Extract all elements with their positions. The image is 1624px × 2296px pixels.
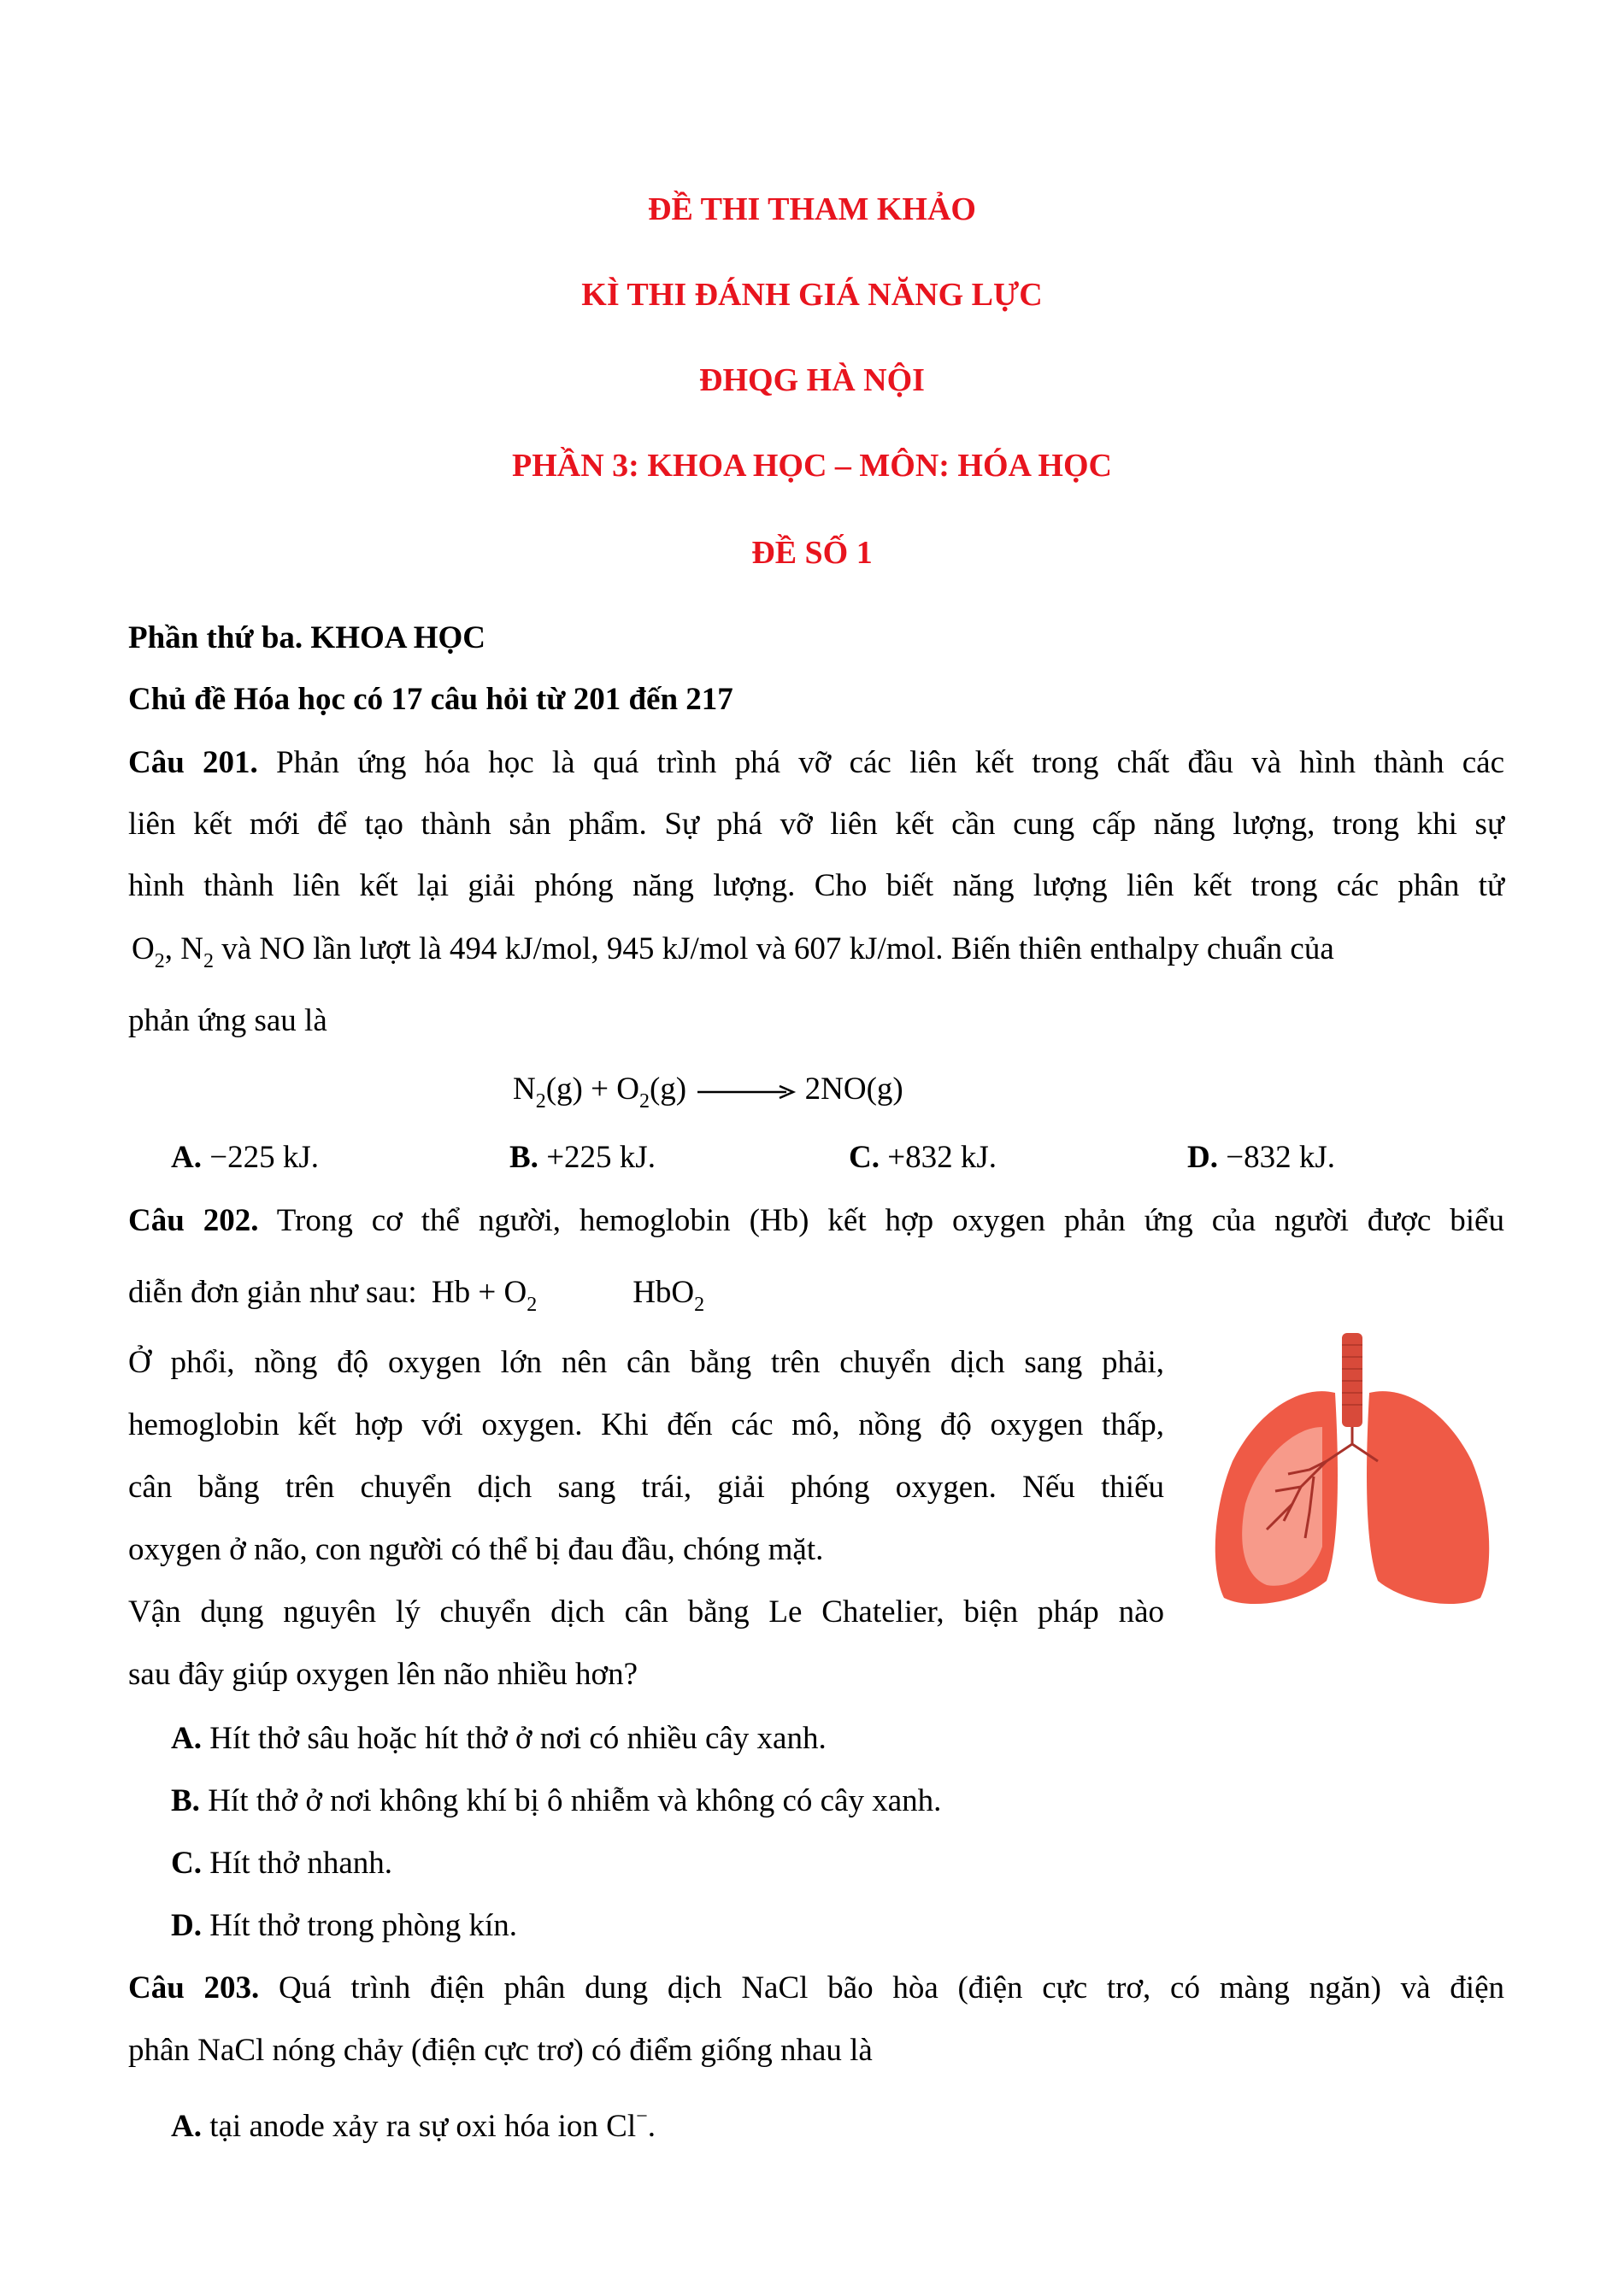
q202-option-c[interactable]: C. Hít thở nhanh. — [171, 1846, 393, 1881]
university-name: ĐHQG HÀ NỘI — [699, 362, 925, 398]
q201-line-4: $O_2$, $N_2$ và NO lần lượt là 494 kJ/mol, 945 kJ/mol và 607 kJ/mol. Biến thiên enthalpy chuẩn của — [132, 931, 1334, 972]
q202-para-5: Vận dụng nguyên lý chuyển dịch cân bằng Le Chatelier, biện pháp nào — [128, 1594, 1164, 1630]
q201-equation: $N_2(g) + O_2(g)$ 2NO(g) — [513, 1072, 903, 1113]
q202-option-d[interactable]: D. Hít thở trong phòng kín. — [171, 1908, 517, 1943]
q202-para-3: cân bằng trên chuyển dịch sang trái, giải phóng oxygen. Nếu thiếu — [128, 1470, 1164, 1505]
q201-line-3: hình thành liên kết lại giải phóng năng lượng. Cho biết năng lượng liên kết trong các phân tử — [128, 868, 1504, 903]
q202-line-2: diễn đơn giản như sau: $Hb + O_2$ HbO$_2$ — [128, 1275, 705, 1316]
exam-title: ĐỀ THI THAM KHẢO — [648, 191, 976, 227]
q202-label: Câu 202. — [128, 1203, 259, 1238]
exam-number: ĐỀ SỐ 1 — [751, 535, 873, 571]
q202-para-2: hemoglobin kết hợp với oxygen. Khi đến các mô, nồng độ oxygen thấp, — [128, 1407, 1164, 1442]
q201-option-c[interactable]: C. +832 kJ. — [849, 1140, 997, 1175]
q203-line-2: phân NaCl nóng chảy (điện cực trơ) có điểm giống nhau là — [128, 2033, 873, 2068]
q201-line-2: liên kết mới để tạo thành sản phẩm. Sự phá vỡ liên kết cần cung cấp năng lượng, trong khi sự — [128, 807, 1504, 842]
q203-line-1: Câu 203. Quá trình điện phân dung dịch NaCl bão hòa (điện cực trơ, có màng ngăn) và điện — [128, 1970, 1504, 2005]
topic-heading: Chủ đề Hóa học có 17 câu hỏi từ 201 đến 217 — [128, 682, 733, 717]
part-heading: Phần thứ ba. KHOA HỌC — [128, 620, 485, 655]
q203-option-a[interactable]: A. tại anode xảy ra sự oxi hóa ion Cl−. — [171, 2105, 656, 2144]
reaction-arrow-icon — [694, 1083, 797, 1101]
q201-option-b[interactable]: B. +225 kJ. — [509, 1140, 656, 1175]
q201-line-1: Câu 201. Phản ứng hóa học là quá trình phá vỡ các liên kết trong chất đầu và hình thành các — [128, 745, 1504, 780]
q201-option-d[interactable]: D. −832 kJ. — [1187, 1140, 1335, 1175]
q201-label: Câu 201. — [128, 745, 258, 780]
q202-line-1: Câu 202. Trong cơ thể người, hemoglobin (Hb) kết hợp oxygen phản ứng của người được biểu — [128, 1203, 1504, 1238]
q202-para-1: Ở phổi, nồng độ oxygen lớn nên cân bằng trên chuyển dịch sang phải, — [128, 1345, 1164, 1380]
lungs-illustration — [1207, 1333, 1497, 1615]
q201-line-5: phản ứng sau là — [128, 1003, 327, 1038]
q201-option-a[interactable]: A. −225 kJ. — [171, 1140, 319, 1175]
exam-name: KÌ THI ĐÁNH GIÁ NĂNG LỰC — [581, 277, 1043, 313]
q203-label: Câu 203. — [128, 1970, 260, 2005]
q202-option-a[interactable]: A. Hít thở sâu hoặc hít thở ở nơi có nhiều cây xanh. — [171, 1721, 827, 1756]
q202-para-4: oxygen ở não, con người có thể bị đau đầu, chóng mặt. — [128, 1532, 824, 1567]
q202-para-6: sau đây giúp oxygen lên não nhiều hơn? — [128, 1657, 638, 1692]
subject-heading: PHẦN 3: KHOA HỌC – MÔN: HÓA HỌC — [512, 448, 1112, 484]
q202-option-b[interactable]: B. Hít thở ở nơi không khí bị ô nhiễm và không có cây xanh. — [171, 1783, 942, 1818]
